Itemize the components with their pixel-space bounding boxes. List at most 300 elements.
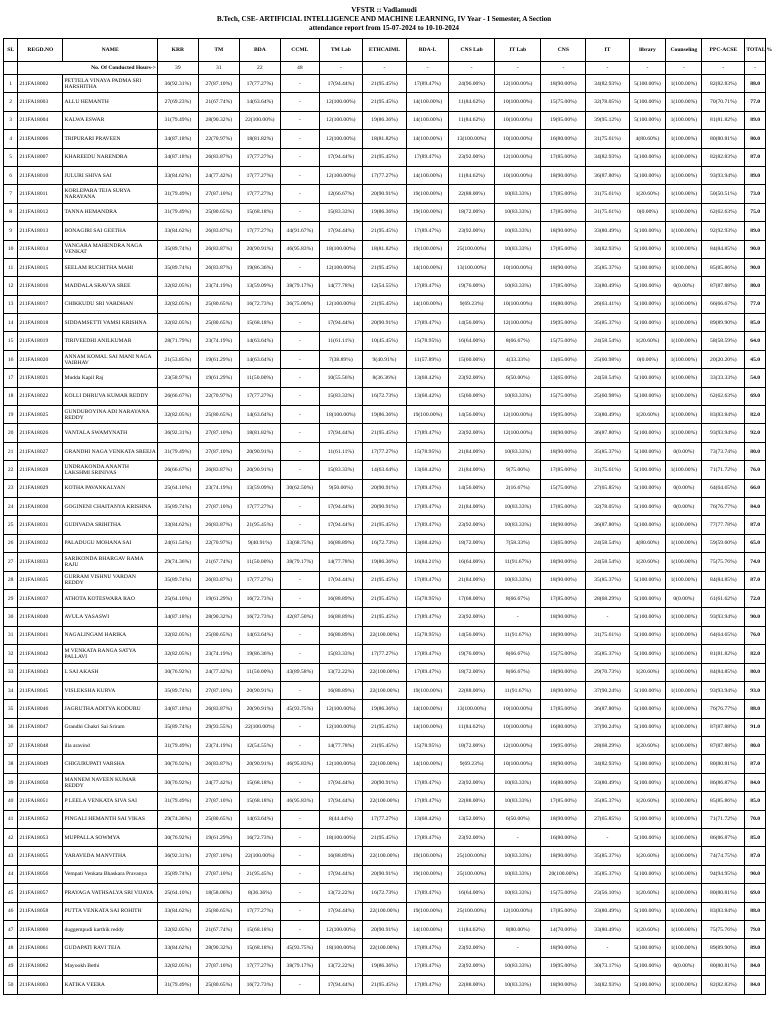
report-header [0, 0, 768, 33]
attendance-cell: 18(100.00%) [319, 939, 362, 957]
attendance-cell: 11(91.67%) [495, 553, 541, 571]
table-row [4, 314, 766, 332]
column-header: Counseling [666, 39, 702, 62]
table-row [4, 589, 766, 607]
conducted-hours-value: 22 [239, 62, 280, 75]
sl-cell: 46 [4, 902, 18, 920]
attendance-cell: 10(83.33%) [495, 240, 541, 258]
attendance-cell: 5(100.00%) [629, 571, 666, 589]
attendance-cell: 19(61.29%) [198, 829, 239, 847]
attendance-table [3, 38, 772, 995]
attendance-cell: - [280, 203, 319, 221]
attendance-cell: 17(89.47%) [406, 792, 448, 810]
name-cell: GUDAPATI RAVI TEJA [63, 939, 157, 957]
attendance-cell: 19(61.29%) [198, 369, 239, 387]
name-cell: SIDDAMSETTI VAMSI KRISHNA [63, 314, 157, 332]
attendance-cell: 32(82.05%) [157, 957, 198, 975]
attendance-cell: 13(68.42%) [406, 387, 448, 405]
table-row [4, 847, 766, 865]
attendance-cell: 19(76.00%) [449, 277, 495, 295]
attendance-cell: 22(100.00%) [362, 626, 406, 644]
attendance-cell: 17(94.44%) [319, 314, 362, 332]
total-percent-cell: 88.0 [745, 700, 766, 718]
attendance-cell: 0(0.00%) [666, 479, 702, 497]
attendance-cell: 25(64.10%) [157, 884, 198, 902]
sl-cell: 32 [4, 645, 18, 663]
attendance-cell: 14(63.64%) [239, 350, 280, 368]
attendance-cell: 14(100.00%) [406, 295, 448, 313]
table-row [4, 884, 766, 902]
attendance-cell: 1(20.60%) [629, 406, 666, 424]
name-cell: KORLEPARA TEJA SURYA NARAYANA [63, 185, 157, 203]
attendance-cell: 31(75.61%) [586, 185, 629, 203]
attendance-cell: - [586, 939, 629, 957]
attendance-cell: 86(86.87%) [702, 829, 745, 847]
attendance-cell: 31(79.49%) [157, 737, 198, 755]
sl-cell: 8 [4, 203, 18, 221]
conducted-hours-value: 48 [280, 62, 319, 75]
attendance-cell: 14(56.00%) [449, 406, 495, 424]
attendance-cell: 23(92.00%) [449, 939, 495, 957]
conducted-hours-value: 39 [157, 62, 198, 75]
attendance-cell: 5(100.00%) [629, 166, 666, 184]
attendance-cell: 93(93.94%) [702, 166, 745, 184]
attendance-cell: 24(77.42%) [198, 663, 239, 681]
attendance-cell: 18(72.00%) [449, 534, 495, 552]
attendance-cell: 1(100.00%) [666, 939, 702, 957]
attendance-cell: 14(63.64%) [239, 406, 280, 424]
name-cell: KALWA ESWAR [63, 111, 157, 129]
name-cell: GRANDHI NAGA VENKATA SREEJA [63, 442, 157, 460]
attendance-cell: 14(77.78%) [319, 277, 362, 295]
total-percent-cell: 80.0 [745, 130, 766, 148]
attendance-cell: 36(87.80%) [586, 424, 629, 442]
attendance-cell: 5(100.00%) [629, 608, 666, 626]
attendance-cell: 1(20.60%) [629, 663, 666, 681]
attendance-cell: 23(92.00%) [449, 608, 495, 626]
regd-cell: 211FA18006 [18, 130, 63, 148]
attendance-cell: 10(83.33%) [495, 387, 541, 405]
table-row [4, 829, 766, 847]
attendance-cell: 19(95.00%) [541, 111, 586, 129]
attendance-cell: 17(94.44%) [319, 497, 362, 515]
attendance-cell: 14(100.00%) [406, 755, 448, 773]
attendance-cell: 1(100.00%) [666, 700, 702, 718]
attendance-cell: 9(50.00%) [319, 479, 362, 497]
attendance-cell: 11(84.62%) [449, 920, 495, 938]
attendance-cell: - [280, 810, 319, 828]
total-percent-cell: 74.0 [745, 553, 766, 571]
attendance-cell: 25(80.65%) [198, 902, 239, 920]
attendance-cell: 61(61.62%) [702, 589, 745, 607]
attendance-cell: 18(90.00%) [541, 681, 586, 699]
name-cell: KOLLI DHRUVA KUMAR REDDY [63, 387, 157, 405]
attendance-cell: 24(58.54%) [586, 369, 629, 387]
attendance-cell: 12(100.00%) [495, 314, 541, 332]
attendance-cell: 15(83.33%) [319, 203, 362, 221]
regd-cell: 211FA18048 [18, 737, 63, 755]
attendance-cell: 1(100.00%) [666, 755, 702, 773]
sl-cell: 24 [4, 497, 18, 515]
attendance-cell: 16(84.21%) [406, 553, 448, 571]
attendance-cell: 26(83.87%) [198, 240, 239, 258]
attendance-cell: 1(100.00%) [666, 185, 702, 203]
regd-cell: 211FA18049 [18, 755, 63, 773]
table-row [4, 681, 766, 699]
attendance-cell: 64(64.65%) [702, 626, 745, 644]
attendance-cell: 45(93.75%) [280, 939, 319, 957]
attendance-cell: 12(100.00%) [495, 902, 541, 920]
attendance-cell: 33(80.49%) [586, 902, 629, 920]
column-header: NAME [63, 39, 157, 62]
attendance-cell: 10(83.33%) [495, 277, 541, 295]
attendance-cell: 13(100.00%) [449, 130, 495, 148]
attendance-cell: 21(95.45%) [362, 737, 406, 755]
attendance-cell: 13(100.00%) [449, 258, 495, 276]
column-header: KRR [157, 39, 198, 62]
total-percent-cell: 77.0 [745, 295, 766, 313]
attendance-cell: 26(63.41%) [586, 295, 629, 313]
name-cell: Grandhi Chakri Sai Sriram [63, 718, 157, 736]
attendance-cell: 1(20.60%) [629, 884, 666, 902]
attendance-cell: 14(100.00%) [406, 700, 448, 718]
attendance-cell: 34(82.93%) [586, 75, 629, 93]
attendance-cell: 75(75.76%) [702, 920, 745, 938]
attendance-cell: 10(83.33%) [495, 792, 541, 810]
attendance-cell: 1(100.00%) [666, 773, 702, 791]
attendance-cell: 24(58.54%) [586, 534, 629, 552]
attendance-cell: 34(87.18%) [157, 700, 198, 718]
attendance-cell: 32(82.05%) [157, 277, 198, 295]
attendance-cell: 17(77.27%) [362, 810, 406, 828]
sl-cell: 21 [4, 442, 18, 460]
attendance-cell: 17(94.44%) [319, 148, 362, 166]
attendance-cell: 22(100.00%) [362, 755, 406, 773]
attendance-cell: 24(77.42%) [198, 166, 239, 184]
attendance-cell: 10(45.45%) [362, 332, 406, 350]
attendance-cell: 17(85.00%) [541, 902, 586, 920]
name-cell: CHIKKUDU SRI VARDHAN [63, 295, 157, 313]
attendance-cell: 6(50.00%) [495, 810, 541, 828]
attendance-cell: 17(89.47%) [406, 479, 448, 497]
total-percent-cell: 90.0 [745, 608, 766, 626]
attendance-cell: 15(68.18%) [239, 939, 280, 957]
attendance-cell: 17(94.44%) [319, 516, 362, 534]
attendance-cell: 19(86.36%) [239, 645, 280, 663]
attendance-cell: 17(85.00%) [541, 461, 586, 479]
attendance-cell: - [280, 976, 319, 994]
attendance-cell: 17(89.47%) [406, 939, 448, 957]
attendance-cell: 35(85.37%) [586, 258, 629, 276]
attendance-cell: 1(100.00%) [666, 810, 702, 828]
attendance-cell: 1(100.00%) [666, 534, 702, 552]
attendance-cell: 18(90.00%) [541, 755, 586, 773]
sl-cell: 12 [4, 277, 18, 295]
attendance-cell: - [495, 608, 541, 626]
attendance-cell: 14(77.78%) [319, 553, 362, 571]
attendance-cell: 18(90.00%) [541, 663, 586, 681]
attendance-cell: 89(89.90%) [702, 939, 745, 957]
attendance-cell: 80(80.81%) [702, 755, 745, 773]
attendance-cell: 21(95.45%) [362, 148, 406, 166]
attendance-cell: 26(83.87%) [198, 461, 239, 479]
attendance-cell: 36(87.80%) [586, 516, 629, 534]
attendance-cell: 1(100.00%) [666, 626, 702, 644]
attendance-cell: 10(83.33%) [495, 865, 541, 883]
attendance-cell: 1(100.00%) [666, 424, 702, 442]
regd-cell: 211FA18020 [18, 350, 63, 368]
attendance-cell: 33(80.49%) [586, 222, 629, 240]
attendance-cell: 80(80.81%) [702, 957, 745, 975]
attendance-cell: 71(71.72%) [702, 810, 745, 828]
attendance-cell: 14(63.64%) [239, 626, 280, 644]
attendance-cell: 16(88.89%) [319, 608, 362, 626]
column-header: PPC-ACSE [702, 39, 745, 62]
total-percent-cell: 64.0 [745, 332, 766, 350]
attendance-cell: 1(100.00%) [666, 258, 702, 276]
attendance-cell: 0(0.00%) [629, 350, 666, 368]
attendance-cell: 20(90.91%) [362, 479, 406, 497]
name-cell: CHIGURUPATI VARSHA [63, 755, 157, 773]
attendance-cell: 8(66.67%) [495, 663, 541, 681]
attendance-cell: 24(96.00%) [449, 75, 495, 93]
attendance-cell: 1(100.00%) [666, 332, 702, 350]
attendance-cell: 35(89.74%) [157, 571, 198, 589]
attendance-cell: - [280, 589, 319, 607]
sl-cell: 41 [4, 810, 18, 828]
attendance-cell: - [280, 829, 319, 847]
regd-cell: 211FA18033 [18, 553, 63, 571]
attendance-cell: - [280, 718, 319, 736]
attendance-cell: 17(94.44%) [319, 902, 362, 920]
attendance-cell: 4(80.60%) [629, 534, 666, 552]
attendance-cell: 4(33.33%) [495, 350, 541, 368]
attendance-cell: 17(94.44%) [319, 792, 362, 810]
regd-cell: 211FA18026 [18, 424, 63, 442]
attendance-cell: 27(69.23%) [157, 93, 198, 111]
attendance-cell: 14(56.00%) [449, 479, 495, 497]
attendance-cell: 1(20.60%) [629, 737, 666, 755]
regd-cell: 211FA18028 [18, 461, 63, 479]
attendance-cell: 21(95.45%) [239, 516, 280, 534]
attendance-cell: 21(95.45%) [362, 295, 406, 313]
attendance-cell: - [280, 387, 319, 405]
total-percent-cell: 65.0 [745, 534, 766, 552]
attendance-cell: 10(100.00%) [495, 130, 541, 148]
attendance-cell: 33(80.49%) [586, 773, 629, 791]
regd-cell: 211FA18007 [18, 148, 63, 166]
attendance-cell: 17(89.47%) [406, 663, 448, 681]
table-row [4, 350, 766, 368]
attendance-cell: 10(83.33%) [495, 222, 541, 240]
attendance-cell: 17(77.27%) [239, 75, 280, 93]
attendance-cell: - [280, 314, 319, 332]
attendance-cell: - [280, 516, 319, 534]
attendance-cell: 29(74.36%) [157, 810, 198, 828]
name-cell: MADDALA SRAVYA SREE [63, 277, 157, 295]
attendance-cell: 35(85.37%) [586, 442, 629, 460]
attendance-cell: 1(100.00%) [666, 681, 702, 699]
attendance-cell: 1(100.00%) [666, 93, 702, 111]
attendance-cell: - [280, 902, 319, 920]
name-cell: PETTELA VINAYA PADMA SRI HARSHITHA [63, 75, 157, 93]
attendance-cell: 15(68.18%) [239, 203, 280, 221]
attendance-cell: - [280, 773, 319, 791]
attendance-cell: 16(72.73%) [239, 295, 280, 313]
attendance-cell: 21(95.45%) [362, 516, 406, 534]
name-cell: ANNAM KOMAL SAI MANI NAGA VAIBHAV [63, 350, 157, 368]
regd-cell: 211FA18047 [18, 718, 63, 736]
attendance-cell: 16(88.89%) [319, 589, 362, 607]
attendance-cell: 17(85.00%) [541, 185, 586, 203]
attendance-cell: 20(90.91%) [239, 681, 280, 699]
table-row [4, 773, 766, 791]
table-row [4, 516, 766, 534]
attendance-cell: 1(100.00%) [666, 406, 702, 424]
attendance-cell: 30(76.92%) [157, 773, 198, 791]
sl-cell: 33 [4, 663, 18, 681]
attendance-cell: 81(81.82%) [702, 111, 745, 129]
sl-cell: 31 [4, 626, 18, 644]
attendance-cell: 62(62.63%) [702, 203, 745, 221]
attendance-cell: 17(94.44%) [319, 424, 362, 442]
attendance-cell: 1(100.00%) [666, 111, 702, 129]
attendance-cell: 5(100.00%) [629, 589, 666, 607]
attendance-cell: 1(20.60%) [629, 553, 666, 571]
attendance-cell: 33(33.33%) [702, 369, 745, 387]
attendance-cell: 26(83.87%) [198, 700, 239, 718]
attendance-cell: 17(77.27%) [239, 497, 280, 515]
regd-cell: 211FA18013 [18, 222, 63, 240]
attendance-cell: 17(94.44%) [319, 773, 362, 791]
attendance-cell: 21(67.74%) [198, 93, 239, 111]
attendance-cell: 14(70.00%) [541, 920, 586, 938]
attendance-cell: 36(87.80%) [586, 166, 629, 184]
attendance-cell: 15(78.95%) [406, 589, 448, 607]
attendance-cell: 14(100.00%) [406, 130, 448, 148]
attendance-cell: 26(66.67%) [157, 461, 198, 479]
attendance-cell: 85(85.86%) [702, 258, 745, 276]
attendance-cell: 36(92.31%) [157, 847, 198, 865]
attendance-cell: 1(100.00%) [666, 240, 702, 258]
table-row [4, 442, 766, 460]
attendance-cell: 15(60.00%) [449, 387, 495, 405]
attendance-cell: 1(100.00%) [666, 350, 702, 368]
regd-cell: 211FA18058 [18, 902, 63, 920]
name-cell: PINGALI HEMANTH SAI VIKAS [63, 810, 157, 828]
attendance-cell: 34(87.18%) [157, 148, 198, 166]
attendance-cell: 5(100.00%) [629, 700, 666, 718]
name-cell: BONAGIRI SAI GEETHA [63, 222, 157, 240]
conducted-hours-value: - [406, 62, 448, 75]
attendance-cell: 27(87.10%) [198, 185, 239, 203]
sl-cell: 2 [4, 93, 18, 111]
regd-cell: 211FA18004 [18, 111, 63, 129]
regd-cell: 211FA18050 [18, 773, 63, 791]
table-row [4, 865, 766, 883]
regd-cell: 211FA18055 [18, 847, 63, 865]
attendance-cell: - [586, 608, 629, 626]
attendance-cell: 28(90.32%) [198, 111, 239, 129]
attendance-cell: 84(84.85%) [702, 571, 745, 589]
total-percent-cell: 69.0 [745, 387, 766, 405]
attendance-cell: 17(89.47%) [406, 497, 448, 515]
attendance-cell: 1(20.60%) [629, 920, 666, 938]
attendance-cell: 17(68.00%) [449, 589, 495, 607]
attendance-cell: 16(64.00%) [449, 553, 495, 571]
attendance-cell: 18(72.00%) [449, 737, 495, 755]
attendance-cell: 23(92.00%) [449, 516, 495, 534]
attendance-cell: 93(93.94%) [702, 681, 745, 699]
attendance-cell: 11(50.00%) [239, 663, 280, 681]
attendance-cell: 20(90.91%) [362, 185, 406, 203]
table-row [4, 700, 766, 718]
attendance-cell: 5(100.00%) [629, 755, 666, 773]
sl-cell: 45 [4, 884, 18, 902]
attendance-cell: 17(77.27%) [239, 571, 280, 589]
table-row [4, 148, 766, 166]
regd-cell: 211FA18061 [18, 939, 63, 957]
attendance-cell: 14(56.00%) [449, 626, 495, 644]
regd-cell: 211FA18035 [18, 571, 63, 589]
attendance-cell: 17(85.00%) [541, 203, 586, 221]
attendance-cell: 25(64.10%) [157, 479, 198, 497]
attendance-cell: 19(95.00%) [541, 737, 586, 755]
attendance-cell: 17(89.47%) [406, 424, 448, 442]
sl-cell: 48 [4, 939, 18, 957]
table-row [4, 608, 766, 626]
attendance-cell: 1(100.00%) [666, 369, 702, 387]
total-percent-cell: 87.0 [745, 571, 766, 589]
attendance-cell: 19(76.00%) [449, 645, 495, 663]
attendance-cell: 10(100.00%) [495, 166, 541, 184]
name-cell: JULURI SHIVA SAI [63, 166, 157, 184]
table-row [4, 479, 766, 497]
attendance-cell: 22(70.97%) [198, 130, 239, 148]
name-cell: Mudda Kapil Raj [63, 369, 157, 387]
total-percent-cell: 76.0 [745, 626, 766, 644]
attendance-cell: - [280, 369, 319, 387]
total-percent-cell: 87.0 [745, 847, 766, 865]
attendance-cell: 33(80.49%) [586, 406, 629, 424]
attendance-cell: 15(83.33%) [319, 461, 362, 479]
attendance-cell: 66(66.67%) [702, 295, 745, 313]
attendance-cell: 16(88.89%) [319, 534, 362, 552]
attendance-cell: 12(100.00%) [319, 295, 362, 313]
attendance-cell: 17(77.27%) [239, 185, 280, 203]
attendance-cell: 16(72.73%) [239, 976, 280, 994]
attendance-cell: - [280, 497, 319, 515]
sl-cell: 1 [4, 75, 18, 93]
attendance-cell: 28(90.32%) [198, 939, 239, 957]
program-title: B.Tech, CSE- ARTIFICIAL INTELLIGENCE AND MACHINE LEARNING, IV Year - I Semester, A Section [216, 15, 552, 23]
attendance-cell: 12(54.55%) [362, 277, 406, 295]
attendance-cell: 18(90.00%) [541, 424, 586, 442]
attendance-cell: 25(80.65%) [198, 295, 239, 313]
attendance-cell: 10(83.33%) [495, 773, 541, 791]
column-header: ETHCAIML [362, 39, 406, 62]
attendance-cell: 35(85.37%) [586, 314, 629, 332]
attendance-cell: 5(100.00%) [629, 75, 666, 93]
attendance-cell: 22(88.00%) [449, 792, 495, 810]
attendance-cell: 21(95.45%) [362, 571, 406, 589]
attendance-cell: 17(77.27%) [239, 957, 280, 975]
attendance-cell: 5(100.00%) [629, 479, 666, 497]
regd-cell: 211FA18057 [18, 884, 63, 902]
attendance-cell: 37(90.24%) [586, 681, 629, 699]
attendance-cell: 21(95.45%) [239, 865, 280, 883]
table-row [4, 277, 766, 295]
